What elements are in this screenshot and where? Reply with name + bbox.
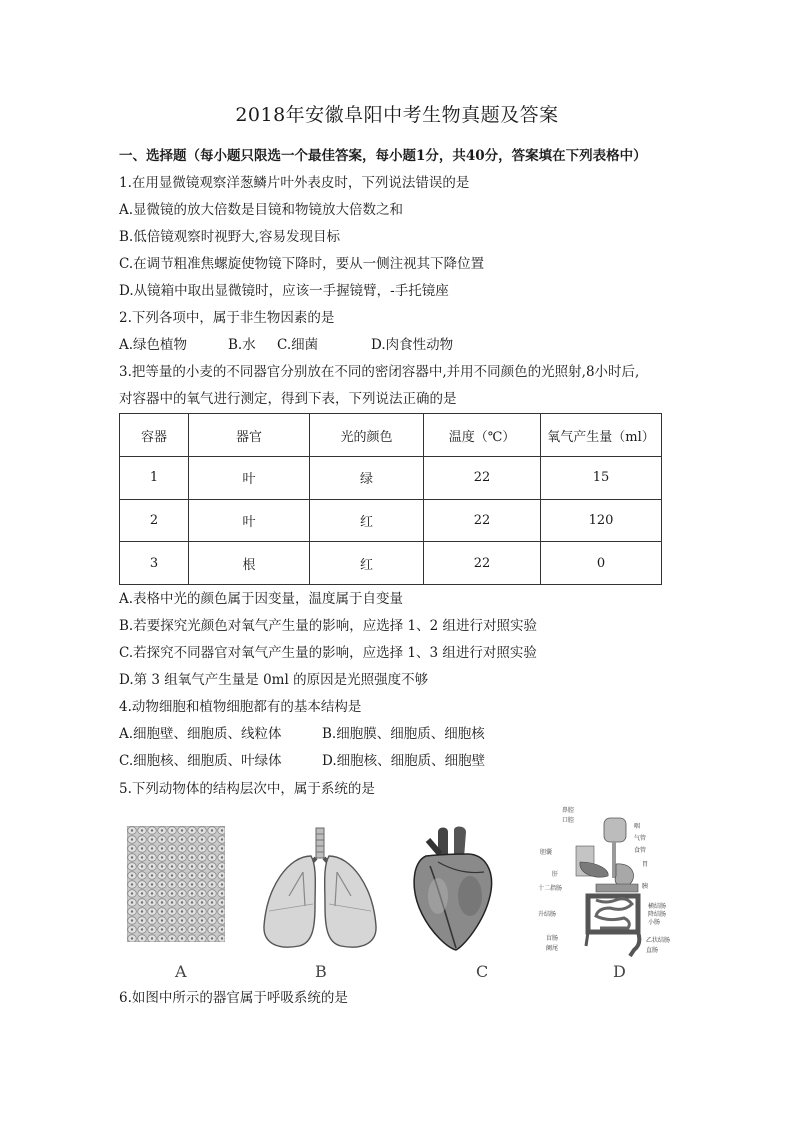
table-cell: 22 <box>424 457 541 500</box>
section-heading: 一、选择题（每小题只限选一个最佳答案，每小题1分，共40分，答案填在下列表格中） <box>119 148 647 164</box>
table-cell: 15 <box>541 457 662 500</box>
question-3-stem-line1: 3.把等量的小麦的不同器官分别放在不同的密闭容器中,并用不同颜色的光照射,8小时后, <box>119 364 640 380</box>
question-2-option-c: C.细菌 <box>277 337 319 353</box>
table-cell: 红 <box>310 542 424 585</box>
table-row <box>120 457 662 500</box>
digestive-label: 盲肠 <box>546 935 559 942</box>
table-cell: 1 <box>120 457 189 500</box>
table-cell: 22 <box>424 499 541 542</box>
digestive-system-image <box>538 804 684 962</box>
question-4-option-c: C.细胞核、细胞质、叶绿体 <box>119 753 282 769</box>
question-6-stem: 6.如图中所示的器官属于呼吸系统的是 <box>119 990 348 1006</box>
question-3-option-c: C.若探究不同器官对氧气产生量的影响，应选择 1、3 组进行对照实验 <box>119 645 537 661</box>
figure-label-a: A <box>175 962 187 981</box>
table-cell: 0 <box>541 542 662 585</box>
digestive-label: 直肠 <box>646 947 659 954</box>
digestive-label: 食管 <box>634 847 647 854</box>
table-cell: 22 <box>424 542 541 585</box>
table-cell: 叶 <box>189 457 310 500</box>
question-1-option-d: D.从镜箱中取出显微镜时，应该一手握镜臂，-手托镜座 <box>119 283 449 299</box>
question-2-options <box>119 333 453 353</box>
question-4-option-a: A.细胞壁、细胞质、线粒体 <box>119 726 282 742</box>
question-3-option-d: D.第 3 组氧气产生量是 0ml 的原因是光照强度不够 <box>119 672 429 688</box>
question-2-option-b: B.水 <box>228 337 256 353</box>
heart-image <box>408 826 498 952</box>
question-2-option-d: D.肉食性动物 <box>371 337 454 353</box>
digestive-label: 胰 <box>642 883 649 890</box>
question-4-stem: 4.动物细胞和植物细胞都有的基本结构是 <box>119 699 362 715</box>
table-cell: 3 <box>120 542 189 585</box>
digestive-label: 降结肠 <box>648 911 667 918</box>
table-header-cell: 器官 <box>189 414 310 457</box>
digestive-label: 鼻腔 <box>562 807 575 814</box>
table-cell: 根 <box>189 542 310 585</box>
table-header-cell: 氧气产生量（ml） <box>541 414 662 457</box>
question-3-stem-line2: 对容器中的氧气进行测定，得到下表，下列说法正确的是 <box>119 391 457 407</box>
figure-label-b: B <box>315 962 327 981</box>
digestive-label: 横结肠 <box>648 903 667 910</box>
question-4-options-row1 <box>119 722 485 742</box>
table-header-cell: 温度（℃） <box>424 414 541 457</box>
digestive-label: 胃 <box>642 861 649 868</box>
digestive-label: 十二指肠 <box>538 885 563 892</box>
digestive-label: 升结肠 <box>538 911 557 918</box>
table-header-cell: 光的颜色 <box>310 414 424 457</box>
oxygen-data-table <box>119 413 662 585</box>
table-header-row <box>120 414 662 457</box>
digestive-label: 阑尾 <box>546 945 559 952</box>
table-row <box>120 499 662 542</box>
question-5-stem: 5.下列动物体的结构层次中，属于系统的是 <box>119 781 375 797</box>
question-1-stem: 1.在用显微镜观察洋葱鳞片叶外表皮时，下列说法错误的是 <box>119 175 470 191</box>
table-cell: 叶 <box>189 499 310 542</box>
question-2-option-a: A.绿色植物 <box>119 337 188 353</box>
page-title: 2018年安徽阜阳中考生物真题及答案 <box>235 104 559 126</box>
question-1-option-b: B.低倍镜观察时视野大,容易发现目标 <box>119 229 341 245</box>
question-1-option-c: C.在调节粗准焦螺旋使物镜下降时，要从一侧注视其下降位置 <box>119 256 485 272</box>
digestive-label: 肝 <box>552 871 559 878</box>
figure-label-d: D <box>613 962 626 981</box>
digestive-label: 胆囊 <box>540 849 553 856</box>
question-4-option-b: B.细胞膜、细胞质、细胞核 <box>322 726 485 742</box>
digestive-label: 气管 <box>634 835 647 842</box>
table-cell: 2 <box>120 499 189 542</box>
table-header-cell: 容器 <box>120 414 189 457</box>
digestive-label: 乙状结肠 <box>646 937 671 944</box>
digestive-label: 小肠 <box>648 919 661 926</box>
question-1-option-a: A.显微镜的放大倍数是目镜和物镜放大倍数之和 <box>119 202 404 218</box>
table-row <box>120 542 662 585</box>
tissue-image <box>127 826 225 942</box>
question-4-options-row2 <box>119 749 485 769</box>
lungs-image <box>259 826 381 952</box>
table-cell: 绿 <box>310 457 424 500</box>
digestive-label: 咽 <box>634 823 641 830</box>
figure-label-c: C <box>476 962 489 981</box>
digestive-label: 口腔 <box>562 817 575 824</box>
table-cell: 120 <box>541 499 662 542</box>
table-cell: 红 <box>310 499 424 542</box>
question-4-option-d: D.细胞核、细胞质、细胞壁 <box>322 753 486 769</box>
question-3-option-b: B.若要探究光颜色对氧气产生量的影响，应选择 1、2 组进行对照实验 <box>119 618 537 634</box>
question-2-stem: 2.下列各项中，属于非生物因素的是 <box>119 310 335 326</box>
question-3-option-a: A.表格中光的颜色属于因变量，温度属于自变量 <box>119 591 404 607</box>
